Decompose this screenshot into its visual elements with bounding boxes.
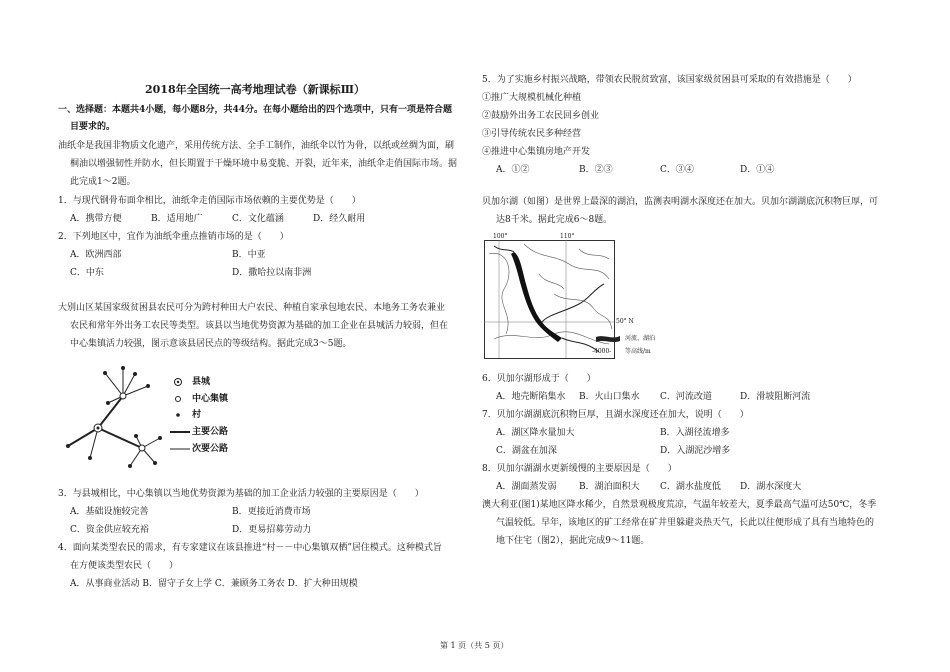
passage4-line3: 地下住宅（图2），据此完成9～11题。 xyxy=(496,536,650,546)
map-lon-110: 110° xyxy=(560,233,575,240)
q2-option-c: C．中东 xyxy=(70,268,104,278)
q6-option-a: A．地壳断陷集水 xyxy=(496,392,566,402)
q5-option-c: C．③④ xyxy=(660,165,694,175)
q5-item-3: ③引导传统农民多种经营 xyxy=(482,129,582,139)
legend-town: 中心集镇 xyxy=(192,394,229,404)
q8-option-c: C．湖水盐度低 xyxy=(660,482,721,492)
legend-county: 县城 xyxy=(192,377,211,387)
legend-village: 村 xyxy=(192,410,202,420)
q5-item-4: ④推进中心集镇房地产开发 xyxy=(482,147,591,157)
q5-option-a: A．①② xyxy=(496,165,530,175)
passage3-line2: 达8千米。据此完成6～8题。 xyxy=(496,215,613,225)
q6-option-d: D．滑坡阻断河流 xyxy=(740,392,811,402)
section-header-line2: 目要求的。 xyxy=(70,122,116,132)
passage4-line1: 澳大利亚(图1)某地区降水稀少，自然景观极度荒凉，气温年较差大，夏季最高气温可达50℃，冬季 xyxy=(482,500,877,510)
q1-option-d: D．经久耐用 xyxy=(313,214,366,224)
passage1-line2: 桐油以增强韧性并防水，但长期置于干燥环境中易变脆、开裂，近年来，油纸伞走俏国际市场。据 xyxy=(70,159,458,169)
q8-option-d: D．湖水深度大 xyxy=(740,482,802,492)
q3-stem: 3．与县城相比，中心集镇以当地优势资源为基础的加工企业活力较强的主要原因是（ ） xyxy=(58,489,424,499)
section-header-line1: 一、选择题：本题共4小题，每小题8分，共44分。在每小题给出的四个选项中，只有一项是符合题 xyxy=(58,105,453,115)
q3-option-a: A．基础设施较完善 xyxy=(70,507,149,517)
q5-item-2: ②鼓励外出务工农民回乡创业 xyxy=(482,111,600,121)
q5-option-b: B．②③ xyxy=(579,165,613,175)
q5-item-1: ①推广大规模机械化种植 xyxy=(482,93,582,103)
q7-option-b: B．入湖径流增多 xyxy=(660,428,730,438)
q1-option-b: B．适用地广 xyxy=(151,214,203,224)
page-title: 2018年全国统一高考地理试卷（新课标Ⅲ） xyxy=(145,83,366,96)
q2-option-b: B．中亚 xyxy=(232,250,266,260)
baikal-lake-map xyxy=(484,234,664,364)
passage3-line1: 贝加尔湖（如图）是世界上最深的湖泊，监测表明湖水深度还在加大。贝加尔湖湖底沉积物巨厚，可 xyxy=(482,197,879,207)
q7-stem: 7．贝加尔湖湖底沉积物巨厚，且湖水深度还在加大，说明（ ） xyxy=(482,410,749,420)
map-lat-50: 50° N xyxy=(616,318,634,325)
q6-stem: 6．贝加尔湖形成于（ ） xyxy=(482,374,596,384)
q3-option-b: B．更接近消费市场 xyxy=(232,507,311,517)
map-legend-contour: 等高线/m xyxy=(625,348,651,355)
passage2-line2: 农民和常年外出务工农民等类型。该县以当地优势资源为基础的加工企业在县城活力较弱，但在 xyxy=(70,321,449,331)
map-legend-contour-value: -4000- xyxy=(592,348,612,355)
q8-option-a: A．湖面蒸发弱 xyxy=(496,482,557,492)
q7-option-c: C．湖盆在加深 xyxy=(496,446,557,456)
q2-stem: 2．下列地区中，宜作为油纸伞重点推销市场的是（ ） xyxy=(58,232,289,242)
map-legend-lake: 河流、湖泊 xyxy=(625,335,656,342)
q5-stem: 5．为了实施乡村振兴战略，带领农民脱贫致富，该国家级贫困县可采取的有效措施是（ ） xyxy=(482,75,857,85)
q4-stem-line2: 在方便该类型农民（ ） xyxy=(70,561,179,571)
q2-option-d: D．撒哈拉以南非洲 xyxy=(232,268,312,278)
passage2-line1: 大别山区某国家级贫困县农民可分为跨村种田大户农民、种植自家承包地农民、本地务工务农兼业 xyxy=(58,303,446,313)
map-lon-100: 100° xyxy=(493,233,508,240)
page-footer: 第 1 页（共 5 页） xyxy=(440,641,509,650)
legend-symbols xyxy=(170,375,190,460)
q4-stem-line1: 4．面向某类型农民的需求，有专家建议在该县推进“村－－中心集镇双栖”居住模式。这种模式旨 xyxy=(58,543,442,553)
passage2-line3: 中心集镇活力较强，图示意该县居民点的等级结构。据此完成3～5题。 xyxy=(70,339,352,349)
q7-option-d: D．入湖泥沙增多 xyxy=(660,446,731,456)
q1-option-c: C．文化蕴涵 xyxy=(232,214,284,224)
passage4-line2: 气温较低。早年，该地区的矿工经常在矿井里躲避炎热天气，长此以往便形成了具有当地特色的 xyxy=(496,518,875,528)
q3-option-d: D．更易招募劳动力 xyxy=(232,525,312,535)
passage1-line3: 此完成1～2题。 xyxy=(70,177,136,187)
q1-option-a: A．携带方便 xyxy=(70,214,122,224)
q1-stem: 1．与现代钢骨布面伞相比，油纸伞走俏国际市场依赖的主要优势是（ ） xyxy=(58,196,361,206)
legend-minor-road: 次要公路 xyxy=(192,444,229,454)
q8-stem: 8．贝加尔湖湖水更新缓慢的主要原因是（ ） xyxy=(482,464,677,474)
q5-option-d: D．①④ xyxy=(740,165,775,175)
q8-option-b: B．湖泊面积大 xyxy=(579,482,640,492)
q3-option-c: C．资金供应较充裕 xyxy=(70,525,149,535)
q7-option-a: A．湖区降水量加大 xyxy=(496,428,575,438)
passage1-line1: 油纸伞是我国非物质文化遗产，采用传统方法、全手工制作，油纸伞以竹为骨，以纸或丝绸为面，刷 xyxy=(58,141,455,151)
q6-option-c: C．河流改道 xyxy=(660,392,712,402)
legend-main-road: 主要公路 xyxy=(192,427,229,437)
q2-option-a: A．欧洲西部 xyxy=(70,250,122,260)
q4-options: A．从事商业活动 B．留守子女上学 C．兼顾务工务农 D．扩大种田规模 xyxy=(70,579,358,589)
q6-option-b: B．火山口集水 xyxy=(579,392,640,402)
